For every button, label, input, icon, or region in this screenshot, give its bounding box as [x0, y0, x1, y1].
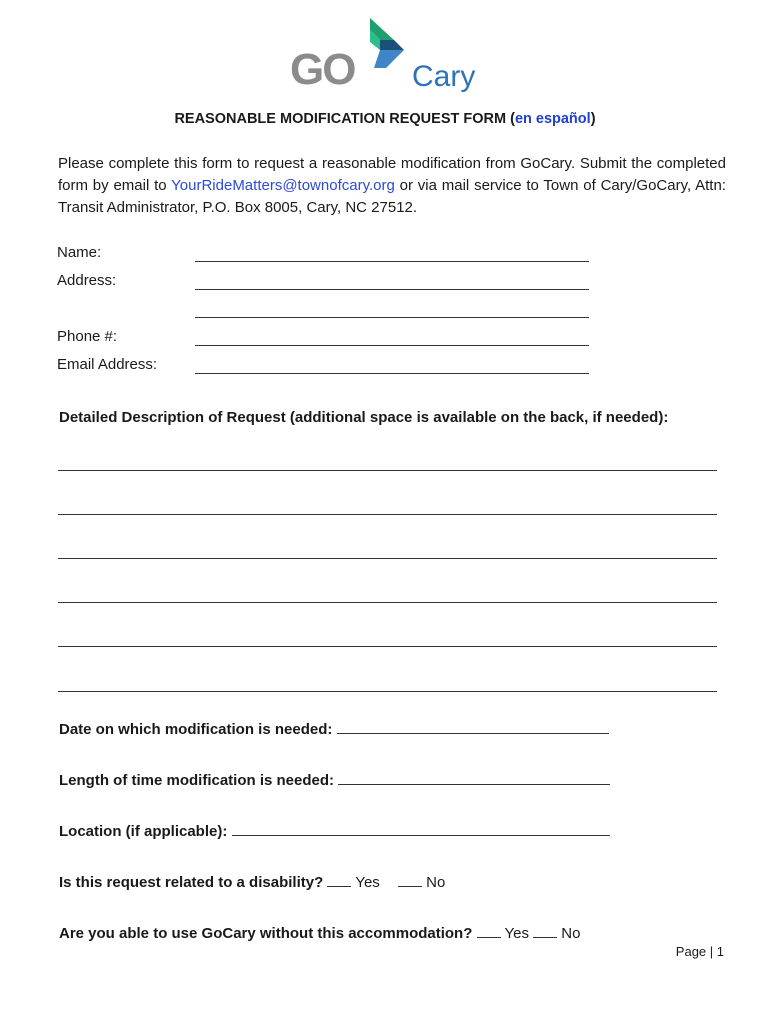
disability-question	[59, 872, 445, 891]
spanish-link[interactable]: en español	[514, 111, 591, 127]
name-field[interactable]	[195, 260, 589, 262]
without-no-blank[interactable]	[533, 923, 557, 938]
without-question	[59, 923, 580, 942]
disability-no-blank[interactable]	[398, 872, 422, 887]
email-label: Email Address:	[57, 356, 158, 373]
length-label: Length of time modification is needed:	[59, 772, 335, 789]
title-text: REASONABLE MODIFICATION REQUEST FORM (	[174, 111, 515, 127]
description-line[interactable]	[58, 513, 717, 515]
location-label: Location (if applicable):	[59, 823, 228, 840]
gocary-logo	[290, 18, 490, 94]
disability-no-label: No	[426, 874, 446, 891]
disability-label: Is this request related to a disability?	[59, 874, 324, 891]
description-line[interactable]	[58, 690, 717, 692]
phone-field[interactable]	[195, 344, 589, 346]
intro-after: or via mail service to Town of Cary/GoCary, Attn: Transit Administrator, P.O. Box 8005, Cary, NC 27512.	[58, 177, 726, 216]
description-line[interactable]	[58, 645, 717, 647]
address-label: Address:	[57, 272, 117, 289]
date-question	[59, 719, 609, 738]
logo-mark-icon	[364, 18, 404, 70]
address-field-line-2[interactable]	[195, 316, 589, 318]
location-field[interactable]	[232, 821, 610, 836]
length-question	[59, 770, 610, 789]
without-label: Are you able to use GoCary without this accommodation?	[59, 925, 473, 942]
page-number: Page | 1	[675, 944, 724, 959]
submit-email-link[interactable]: YourRideMatters@townofcary.org	[171, 177, 395, 194]
location-question	[59, 821, 610, 840]
description-line[interactable]	[58, 469, 717, 471]
without-yes-label: Yes	[504, 925, 529, 942]
description-line[interactable]	[58, 601, 717, 603]
without-yes-blank[interactable]	[477, 923, 501, 938]
without-no-label: No	[561, 925, 581, 942]
disability-yes-label: Yes	[355, 874, 380, 891]
intro-before: Please complete this form to request a reasonable modification from GoCary. Submit the completed form by email to	[58, 155, 726, 194]
description-line[interactable]	[58, 557, 717, 559]
logo-cary-text: Cary	[412, 60, 476, 93]
intro-paragraph	[58, 153, 726, 219]
date-field[interactable]	[337, 719, 609, 734]
logo-go-text: GO	[290, 45, 355, 94]
address-field-line-1[interactable]	[195, 288, 589, 290]
form-title	[0, 111, 770, 127]
date-label: Date on which modification is needed:	[59, 721, 333, 738]
disability-yes-blank[interactable]	[327, 872, 351, 887]
name-label: Name:	[57, 244, 102, 261]
description-heading: Detailed Description of Request (additional space is available on the back, if needed):	[59, 409, 669, 426]
email-field[interactable]	[195, 372, 589, 374]
title-close: )	[590, 111, 596, 127]
phone-label: Phone #:	[57, 328, 118, 345]
length-field[interactable]	[338, 770, 610, 785]
